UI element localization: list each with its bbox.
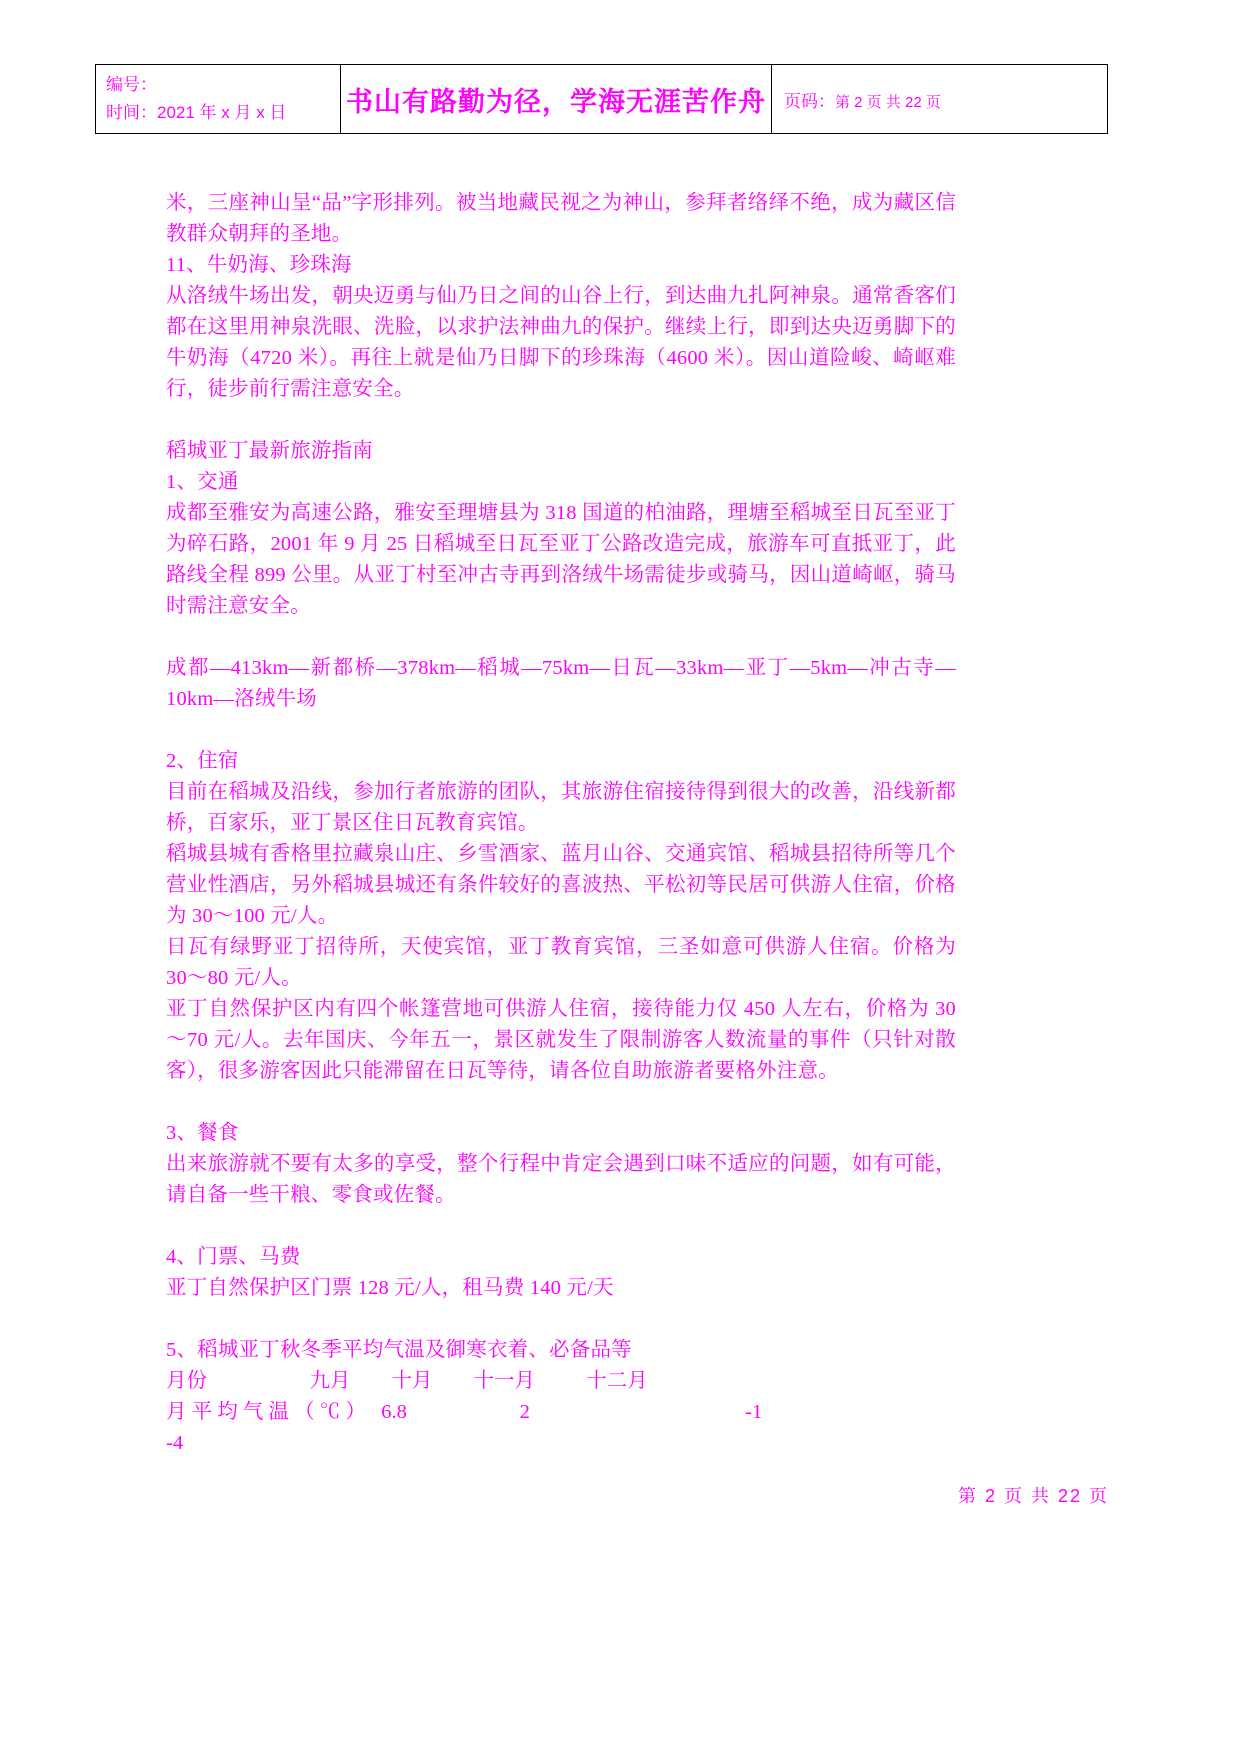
- section-3-body: 出来旅游就不要有太多的享受，整个行程中肯定会遇到口味不适应的问题，如有可能，请自备一些干粮、零食或佐餐。: [166, 1153, 956, 1206]
- section-4-title: 4、门票、马费: [166, 1246, 301, 1268]
- paragraph-milk-sea: 从洛绒牛场出发，朝央迈勇与仙乃日之间的山谷上行，到达曲九扎阿神泉。通常香客们都在这里用神泉洗眼、洗脸，以求护法神曲九的保护。继续上行，即到达央迈勇脚下的牛奶海（4720 米）。再往上就是仙乃日脚下的珍珠海（4600 米）。因山道险峻、崎岖难行，徒步前行需注意安全。: [166, 285, 956, 400]
- section-2-title: 2、住宿: [166, 750, 239, 772]
- document-body: [166, 188, 956, 1459]
- section-2-paragraph-1: 目前在稻城及沿线，参加行者旅游的团队，其旅游住宿接待得到很大的改善，沿线新都桥，百家乐，亚丁景区住日瓦教育宾馆。: [166, 781, 956, 834]
- header-cell-slogan: [341, 65, 772, 134]
- section-3-title: 3、餐食: [166, 1122, 239, 1144]
- paragraph-continuation: 米，三座神山呈“品”字形排列。被当地藏民视之为神山，参拜者络绎不绝，成为藏区信教群众朝拜的圣地。: [166, 192, 956, 245]
- header-time-line: [106, 99, 340, 127]
- header-cell-meta: [96, 65, 341, 134]
- header-time-label: 时间：: [106, 103, 157, 122]
- spacer: [166, 405, 956, 436]
- section-1-body: 成都至雅安为高速公路，雅安至理塘县为 318 国道的柏油路，理塘至稻城至日瓦至亚丁为碎石路，2001 年 9 月 25 日稻城至日瓦至亚丁公路改造完成，旅游车可直抵亚丁，此路线全程 899 公里。从亚丁村至冲古寺再到洛绒牛场需徒步或骑马，因山道崎岖，骑马时需注意安全。: [166, 502, 956, 617]
- section-5-title: 5、稻城亚丁秋冬季平均气温及御寒衣着、必备品等: [166, 1339, 632, 1361]
- header-slogan: 书山有路勤为径，学海无涯苦作舟: [346, 86, 766, 117]
- header-number-label: 编号：: [106, 75, 157, 94]
- spacer: [166, 1211, 956, 1242]
- header-page-value: 第 2 页 共 22 页: [835, 93, 941, 111]
- header-page-label: 页码：: [784, 91, 835, 111]
- header-pagination: [784, 87, 1107, 112]
- heading-11: 11、牛奶海、珍珠海: [166, 254, 352, 276]
- spacer: [166, 1304, 956, 1335]
- header-time-value: 2021 年 x 月 x 日: [157, 103, 287, 122]
- temperature-row-months: 月份 九月 十月 十一月 十二月: [166, 1370, 648, 1392]
- section-1-title: 1、交通: [166, 471, 239, 493]
- guide-title: 稻城亚丁最新旅游指南: [166, 440, 373, 462]
- temperature-row-values: 月 平 均 气 温 （ ℃ ） 6.8 2 -1: [166, 1401, 763, 1423]
- header-cell-pagination: [772, 65, 1108, 134]
- spacer: [166, 622, 956, 653]
- section-2-paragraph-4: 亚丁自然保护区内有四个帐篷营地可供游人住宿，接待能力仅 450 人左右，价格为 30～70 元/人。去年国庆、今年五一，景区就发生了限制游客人数流量的事件（只针对散客），很多游客因此只能滞留在日瓦等待，请各位自助旅游者要格外注意。: [166, 998, 956, 1082]
- route-line: 成都—413km—新都桥—378km—稻城—75km—日瓦—33km—亚丁—5km—冲古寺—10km—洛绒牛场: [166, 657, 956, 710]
- section-4-body: 亚丁自然保护区门票 128 元/人，租马费 140 元/天: [166, 1277, 614, 1299]
- temperature-row-overflow: -4: [166, 1432, 184, 1454]
- page-footer: 第 2 页 共 22 页: [957, 1486, 1109, 1506]
- spacer: [166, 715, 956, 746]
- header-row: [96, 65, 1108, 134]
- spacer: [166, 1087, 956, 1118]
- section-2-paragraph-3: 日瓦有绿野亚丁招待所，天使宾馆，亚丁教育宾馆，三圣如意可供游人住宿。价格为 30～80 元/人。: [166, 936, 956, 989]
- section-2-paragraph-2: 稻城县城有香格里拉藏泉山庄、乡雪酒家、蓝月山谷、交通宾馆、稻城县招待所等几个营业性酒店，另外稻城县城还有条件较好的喜波热、平松初等民居可供游人住宿，价格为 30～100 元/人。: [166, 843, 956, 927]
- page-header-table: [95, 64, 1108, 134]
